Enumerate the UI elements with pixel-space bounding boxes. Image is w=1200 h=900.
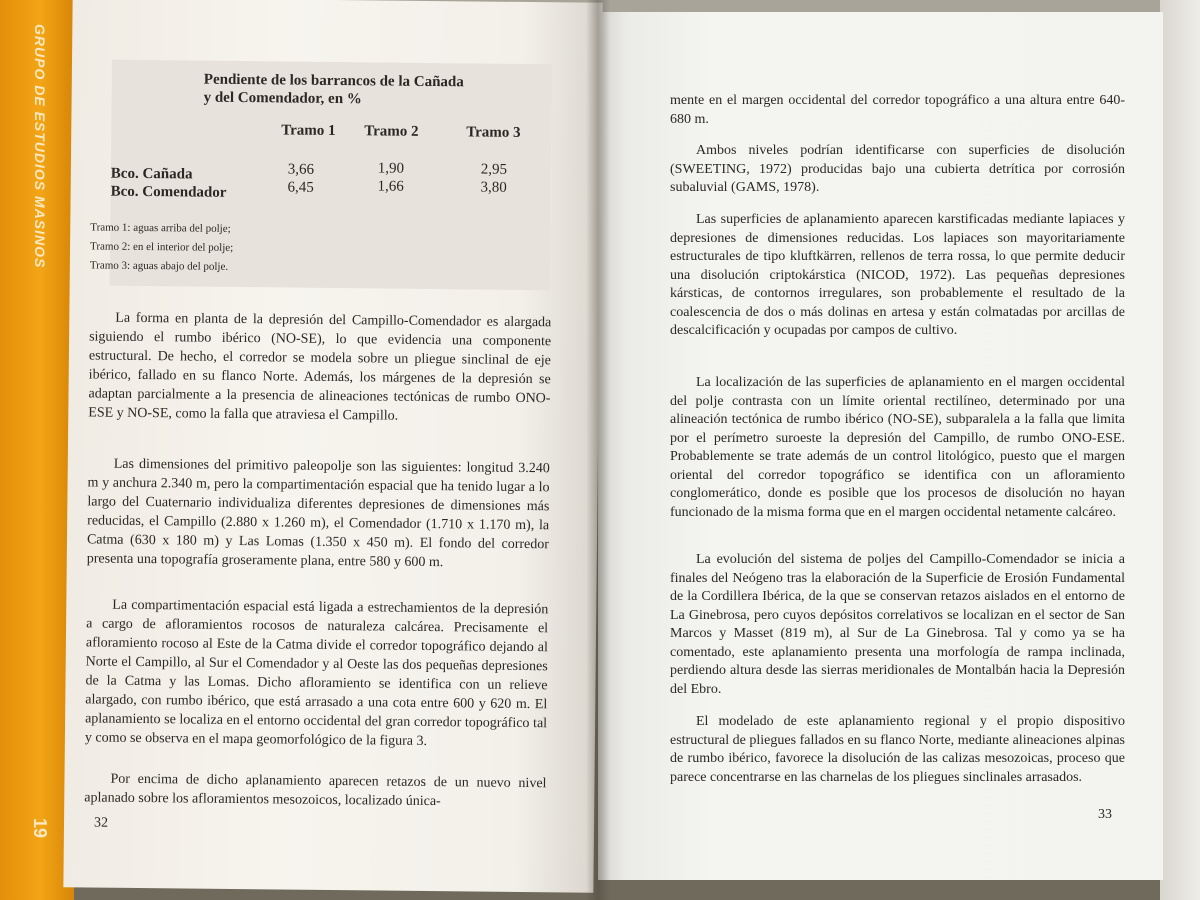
paragraph: Las dimensiones del primitivo paleopolje son las siguientes: longitud 3.240 m y anchura 2.340 m, pero la compartimentación espacial que ha tenido lugar a lo largo del Cuaternario individualiza diferentes depresiones de dimensiones más reducidas, el Campillo (2.880 x 1.260 m), el Comendador (1.710 x 1.170 m), la Catma (630 x 180 m) y Las Lomas (1.350 x 450 m). El fondo del corredor presenta una topografía groseramente plana, entre 580 y 600 m. (86, 456, 550, 571)
table-cell: 1,66 (377, 178, 404, 195)
book-spine (0, 0, 74, 900)
table-row-label: Bco. Cañada (110, 165, 193, 183)
left-page (63, 0, 602, 893)
background-surface-right (1160, 0, 1200, 900)
table-column-header: Tramo 1 (281, 122, 336, 140)
table-note: Tramo 2: en el interior del polje; (90, 240, 234, 254)
table-column-header: Tramo 2 (364, 123, 419, 140)
page-number: 32 (93, 815, 109, 831)
book-gutter-shadow (586, 0, 610, 900)
table-column-header: Tramo 3 (466, 124, 521, 141)
paragraph: Ambos niveles podrían identificarse con superficies de disolución (SWEETING, 1972) producidas bajo una cubierta detrítica por corrosión subaluvial (GAMS, 1978). (670, 143, 1125, 195)
paragraph: La forma en planta de la depresión del Campillo-Comendador es alargada siguiendo el rumbo ibérico (NO-SE), lo que evidencia una componente estructural. De hecho, el corredor se modela sobre un pliegue sinclinal de eje ibérico, fallado en su flanco Norte. Además, los márgenes de la depresión se adaptan parcialmente a la presencia de alineaciones tectónicas de rumbo ONO-ESE y NO-SE, como la falla que atraviesa el Campillo. (88, 310, 552, 424)
paragraph: Por encima de dicho aplanamiento aparecen retazos de un nuevo nivel aplanado sobre los afloramientos mesozoicos, localizado única- (84, 771, 547, 810)
table-cell: 3,80 (480, 179, 507, 196)
spine-series-title: GRUPO DE ESTUDIOS MASINOS (32, 24, 48, 269)
table-cell: 6,45 (287, 179, 314, 196)
paragraph: Las superficies de aplanamiento aparecen karstificadas mediante lapiaces y depresiones de dimensiones reducidas. Los lapiaces son mayoritariamente estructurales de tipo kluftkärren, rellenos de terra rossa, lo que permite deducir una disolución criptokárstica (NICOD, 1972). Las pequeñas depresiones kársticas, de contornos irregulares, son probablemente el resultado de la coalescencia de dos o más dolinas en artesa y están colmatadas por arcillas de descalcificación y ocupadas por campos de cultivo. (670, 212, 1125, 338)
paragraph: mente en el margen occidental del corredor topográfico a una altura entre 640-680 m. (670, 93, 1125, 127)
table-cell: 3,66 (287, 161, 315, 178)
paragraph: El modelado de este aplanamiento regional y el propio dispositivo estructural de pliegues fallados en su flanco Norte, mediante alineaciones alpinas de rumbo ibérico, favorece la disolución de las calizas mesozoicas, proceso que parece concentrarse en las charnelas de los pliegues sinclinales arrasados. (670, 714, 1125, 785)
table-note: Tramo 1: aguas arriba del polje; (90, 221, 231, 235)
spine-volume-number: 19 (30, 818, 50, 839)
page-number: 33 (1098, 807, 1112, 822)
paragraph: La localización de las superficies de aplanamiento en el margen occidental del polje contrasta con un límite oriental rectilíneo, determinado por una alineación tectónica de rumbo ibérico (NO-SE), subparalela a la falla que limita por el perímetro suroeste la depresión del Campillo, de rumbo ONO-ESE. Probablemente se trate además de un control litológico, puesto que el margen oriental del corredor topográfico se identifica con un afloramiento conglomerático, donde es posible que los procesos de disolución no hayan funcionado de la misma forma que en el margen occidental netamente calcáreo. (670, 375, 1125, 520)
table-title: Pendiente de los barrancos de la Cañada y del Comendador, en % (203, 71, 464, 108)
table-cell: 1,90 (377, 160, 405, 177)
table-cell: 2,95 (480, 161, 508, 178)
paragraph: La evolución del sistema de poljes del Campillo-Comendador se inicia a finales del Neógeno tras la elaboración de la Superficie de Erosión Fundamental de la Cordillera Ibérica, de la que se conservan retazos aislados en el entorno de La Ginebrosa, pero cuyos depósitos correlativos se localizan en el sector de San Marcos y Masset (819 m), al Sur de La Ginebrosa. Tal y como ya se ha comentado, este aplanamiento presenta una morfología de rampa inclinada, perdiendo altura desde las sierras meridionales de Montalbán hacia la Depresión del Ebro. (670, 552, 1125, 697)
paragraph: La compartimentación espacial está ligada a estrechamientos de la depresión a cargo de afloramientos rocosos de naturaleza calcárea. Precisamente el afloramiento rocoso al Este de la Catma divide el corredor topográfico dejando al Norte el Campillo, al Sur el Comendador y al Oeste las dos pequeñas depresiones de la Catma y las Lomas. Dicho afloramiento se identifica con un relieve alargado, con rumbo ibérico, que está arrasado a una cota entre 600 y 620 m. El aplanamiento se localiza en el entorno occidental del gran corredor topográfico tal y como se observa en el mapa geomorfológico de la figura 3. (84, 597, 549, 750)
right-page (598, 12, 1163, 880)
table-row-label: Bco. Comendador (110, 183, 227, 201)
table-note: Tramo 3: aguas abajo del polje. (89, 259, 229, 273)
